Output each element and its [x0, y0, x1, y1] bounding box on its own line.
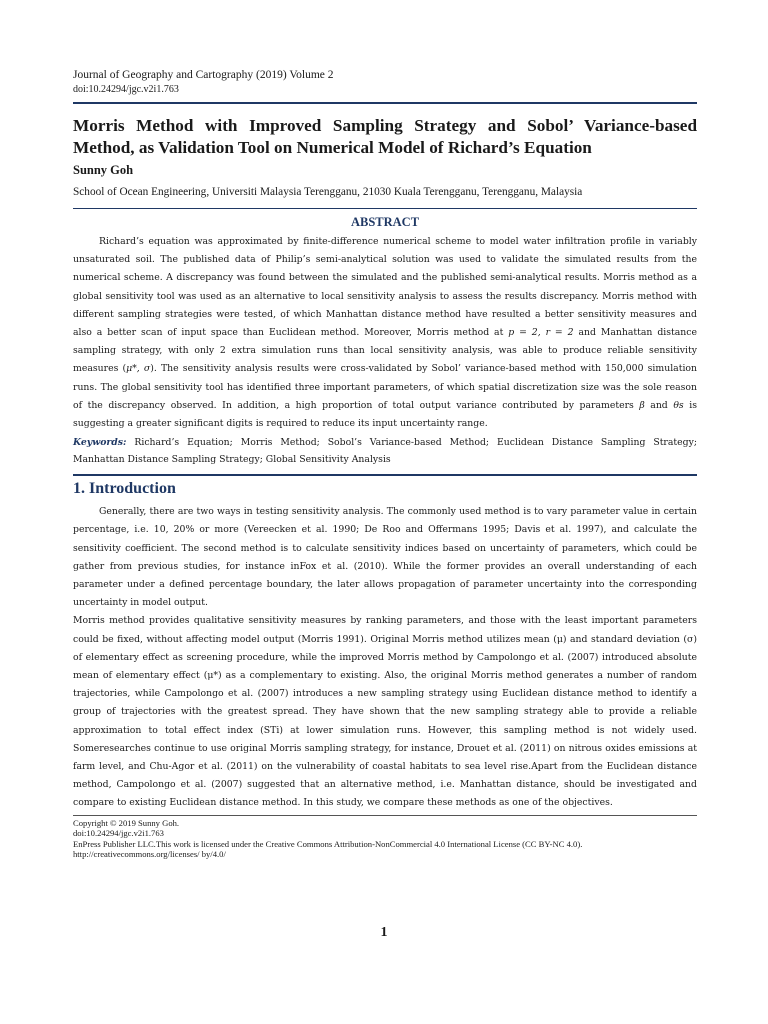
- header-doi: doi:10.24294/jgc.v2i1.763: [73, 84, 179, 95]
- footer-doi: doi:10.24294/jgc.v2i1.763: [73, 828, 164, 839]
- abstract-heading: ABSTRACT: [350, 215, 420, 229]
- paper-title: Morris Method with Improved Sampling Strategy and Sobol’ Variance-based Method, as Validation Tool on Numerical Model of Richard’s Equation: [73, 116, 697, 157]
- paper-page: [73, 68, 697, 860]
- intro-paragraph-2: Morris method provides qualitative sensitivity measures by ranking parameters, and those with the least important parameters could be fixed, without affecting model output (Morris 1991). Original Morris method utilizes mean (μ) and standard deviation (σ) of elementary effect as screening procedure, while the improved Morris method by Campolongo et al. (2007) introduced absolute mean of elementary effect (μ*) as a complementary to existing. Also, the original Morris method generates a number of random trajectories, while Campolongo et al. (2007) introduces a new sampling strategy using Euclidean distance method to identify a group of trajectories with the greatest spread. They have shown that the new sampling strategy able to provide a reliable approximation to total effect index (STi) at lower simulation runs. However, this sampling method is not widely used. Someresearches continue to use original Morris sampling strategy, for instance, Drouet et al. (2011) on nitrous oxides emissions at farm level, and Chu-Agor et al. (2011) on the vulnerability of coastal habitats to sea level rise.Apart from the Euclidean distance method, Campolongo et al. (2007) suggested that an alternative method, i.e. Manhattan distance, should be investigated and compare to existing Euclidean distance method. In this study, we compare these methods as one of the objectives.: [73, 615, 697, 809]
- intro-paragraph-1: Generally, there are two ways in testing sensitivity analysis. The commonly used method is to vary parameter value in certain percentage, i.e. 10, 20% or more (Vereecken et al. 1990; De Roo and Offermans 1995; Davis et al. 1997), and calculate the sensitivity coefficient. The second method is to calculate sensitivity indices based on uncertainty of parameters, which could be gather from previous studies, for instance inFox et al. (2010). While the former provides an overall understanding of each parameter under a defined percentage boundary, the later allows propagation of parameter uncertainty into the corresponding uncertainty in model output.: [73, 506, 697, 609]
- keywords-text: Richard’s Equation; Morris Method; Sobol’s Variance-based Method; Euclidean Distance Sampling Strategy; Manhattan Distance Sampling Strategy; Global Sensitivity Analysis: [73, 437, 697, 465]
- author-name: Sunny Goh: [73, 163, 134, 177]
- header-rule: [73, 102, 697, 104]
- footer-license-url[interactable]: http://creativecommons.org/licenses/ by/4.0/: [73, 849, 226, 860]
- abstract-body: Richard’s equation was approximated by finite-difference numerical scheme to model water infiltration profile in variably unsaturated soil. The published data of Philip’s semi-analytical solution was used to validate the simulated results from the numerical scheme. A discrepancy was found between the simulated and the published semi-analytical results. Morris method as a global sensitivity tool was used as an alternative to local sensitivity analysis to assess the results discrepancy. Morris method with different sampling strategies were tested, of which Manhattan distance method have resulted a better sensitivity measures and also a better scan of input space than Euclidean method. Moreover, Morris method at p = 2, r = 2 and Manhattan distance sampling strategy, with only 2 extra simulation runs than local sensitivity analysis, was able to produce reliable sensitivity measures (μ*, σ). The sensitivity analysis results were cross-validated by Sobol’ variance-based method with 150,000 simulation runs. The global sensitivity tool has identified three important parameters, of which spatial discretization size was the sole reason of the discrepancy observed. In addition, a high proportion of total output variance contributed by parameters β and θs is suggesting a greater significant digits is required to reduce its input uncertainty range.: [73, 236, 698, 430]
- math-mu-sigma: μ*, σ: [126, 363, 151, 375]
- math-p-r: p = 2, r = 2: [508, 327, 574, 339]
- footer-license: EnPress Publisher LLC.This work is licensed under the Creative Commons Attribution-NonCommercial 4.0 International License (CC BY-NC 4.0).: [73, 838, 583, 849]
- math-theta-s: θs: [673, 399, 684, 411]
- footer: [73, 818, 697, 860]
- keywords-label: Keywords:: [73, 437, 127, 449]
- journal-name: Journal of Geography and Cartography (2019) Volume 2: [73, 69, 334, 81]
- page-number: 1: [380, 925, 388, 940]
- math-beta: β: [639, 399, 645, 411]
- affiliation: School of Ocean Engineering, Universiti Malaysia Terengganu, 21030 Kuala Terengganu, Terengganu, Malaysia: [73, 186, 583, 198]
- section-heading-introduction: 1. Introduction: [73, 480, 176, 498]
- section-rule: [73, 474, 697, 476]
- keywords: [73, 435, 697, 468]
- footer-rule: [73, 815, 697, 816]
- abstract-rule: [73, 208, 697, 209]
- footer-copyright: Copyright © 2019 Sunny Goh.: [73, 817, 180, 828]
